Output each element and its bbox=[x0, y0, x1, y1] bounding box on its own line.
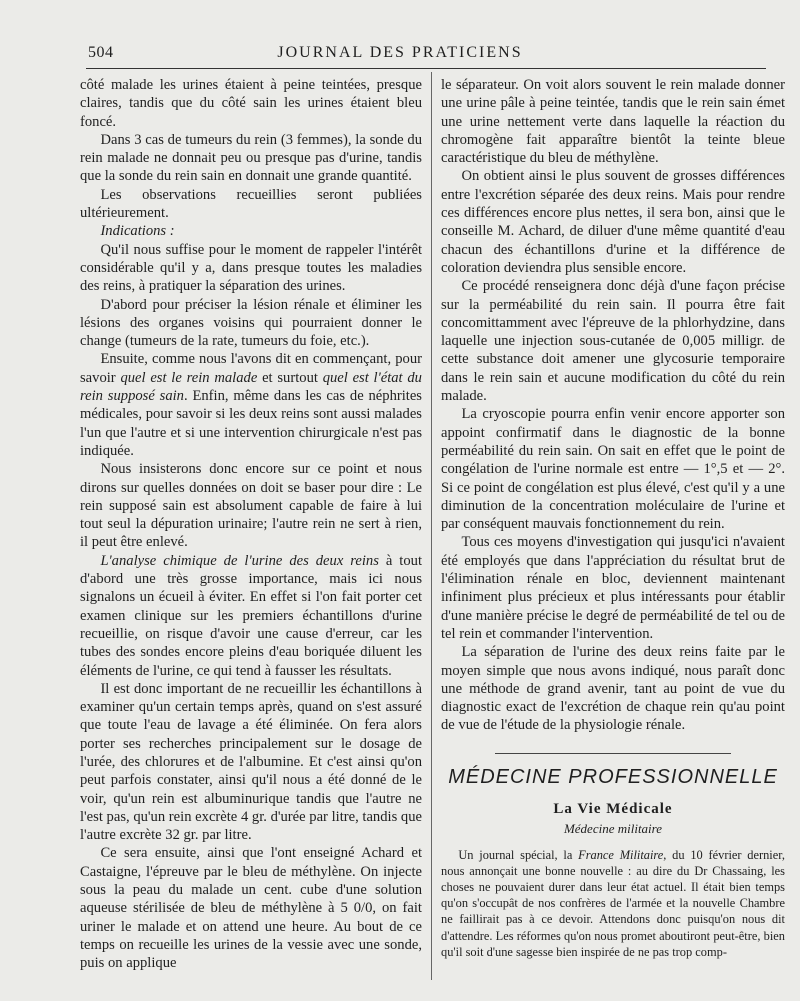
paragraph: le séparateur. On voit alors souvent le rein malade donner une urine pâle à peine teintée, tandis que le rein sain émet une urine nettement verte dans laquelle la réaction du chromogène fait apparaître bientôt la teinte bleue caractéristique du bleu de méthylène. bbox=[441, 77, 785, 167]
section-subsubtitle: Médecine militaire bbox=[563, 821, 663, 837]
paragraph: La cryoscopie pourra enfin venir encore apporter son appoint confirmatif dans le diagnostic de la bonne perméabilité du rein sain. On sait en effet que le point de congélation de l'urine normale est entre — 1°,5 et — 2°. Si ce point de congélation est plus élevé, c'est qu'il y a une diminution de la concentration moléculaire de l'urine et par conséquent mauvais fonctionnement du rein. bbox=[441, 406, 785, 533]
text-run: Ensuite, comme nous l'avons dit en commençant, pour savoir bbox=[80, 351, 422, 386]
running-head: JOURNAL DES PRATICIENS bbox=[277, 44, 523, 61]
text-run: et surtout bbox=[257, 369, 323, 386]
italic-run: France Militaire bbox=[578, 847, 664, 862]
section-subtitle: La Vie Médicale bbox=[553, 800, 673, 817]
page-number: 504 bbox=[88, 44, 114, 61]
paragraph: Ce procédé renseignera donc déjà d'une façon précise sur la perméabilité du rein sain. Il pourra être fait concomittamment avec l'épreuve de la phlorhydzine, dans laquelle une injection sous-cutanée de 0,005 milligr. de cette substance doit amener une glycosurie temporaire dans le rein sain et aucune modification du côté du rein malade. bbox=[441, 278, 785, 405]
section-rule bbox=[495, 753, 731, 754]
paragraph: Ce sera ensuite, ainsi que l'ont enseigné Achard et Castaigne, l'épreuve par le bleu de méthylène. On injecte sous la peau du malade un cent. cube d'une solution aqueuse stérilisée de bleu de méthylène à 5 0/0, on fait uriner le malade et on attend une heure. Au bout de ce temps on recueille les urines de la vessie avec une sonde, puis on applique bbox=[80, 845, 422, 972]
paragraph: La séparation de l'urine des deux reins faite par le moyen simple que nous avons indiqué, nous paraît donc une méthode de grand avenir, tant au point de vue du diagnostic exact de l'excrétion de chaque rein qu'au point de vue de l'étude de la physiologie rénale. bbox=[441, 644, 785, 734]
paragraph: Qu'il nous suffise pour le moment de rappeler l'intérêt considérable qu'il y a, dans presque toutes les maladies des reins, à pratiquer la séparation des urines. bbox=[80, 241, 422, 295]
text-run: . Enfin, même dans les cas de néphrites médicales, pour savoir si les deux reins sont aussi malades l'un que l'autre et si une intervention chirurgicale n'est pas indiquée. bbox=[80, 388, 422, 459]
paragraph: D'abord pour préciser la lésion rénale et éliminer les lésions des organes voisins qui pourraient donner le change (tumeurs de la rate, tumeurs du foie, etc.). bbox=[80, 296, 422, 350]
italic-run: quel est le rein malade bbox=[120, 369, 258, 386]
paragraph bbox=[80, 350, 422, 460]
text-run: à tout d'abord une très grosse importance, mais ici nous signalons un écueil à éviter. En effet si l'on fait porter cet examen clinique sur les premiers échantillons d'urine recueillie, on risque d'avoir une cause d'erreur, car les tubes des sondes encore pleins d'eau boriquée diluent les éléments de l'urine, ce qui tend à fausser les résultats. bbox=[80, 552, 423, 679]
paragraph bbox=[80, 552, 422, 680]
paragraph: Tous ces moyens d'investigation qui jusqu'ici n'avaient été employés que dans l'appréciation du résultat brut de l'élimination rénale en bloc, deviennent maintenant infiniment plus précieux et plus intéressants pour établir d'une manière précise le degré de perméabilité de tel ou de tel rein et commander l'intervention. bbox=[441, 534, 785, 642]
indications-heading: Indications : bbox=[100, 223, 175, 240]
italic-run: quel est l'état du rein supposé sain bbox=[80, 369, 422, 405]
text-run: , du 10 février dernier, nous annonçait une bonne nouvelle : au dire du Dr Chassaing, les choses ne pouvaient durer dans leur état actuel. Il était bien temps qu'on s'occupât de nos confrères de l'armée et la nouvelle Chambre ne faillirait pas à ce devoir. Attendons donc puisqu'on nous dit d'attendre. Les réformes qu'on nous promet aboutiront peut-être, bien qu'il soit d'une sagesse bien inspirée de ne pas trop comp- bbox=[441, 847, 785, 959]
section-title: MÉDECINE PROFESSIONNELLE bbox=[448, 765, 778, 788]
right-column bbox=[441, 76, 785, 960]
header-rule bbox=[86, 68, 766, 69]
paragraph: Les observations recueillies seront publiées ultérieurement. bbox=[80, 186, 422, 222]
paragraph: Dans 3 cas de tumeurs du rein (3 femmes), la sonde du rein malade ne donnait peu ou presque pas d'urine, tandis que la sonde du rein sain en donnait une grande quantité. bbox=[80, 131, 422, 185]
text-run: Un journal spécial, la bbox=[458, 847, 579, 862]
paragraph: Nous insisterons donc encore sur ce point et nous dirons sur quelles données on doit se baser pour dire : Le rein supposé sain est absolument capable de faire à lui tout seul la dépuration urinaire; l'autre rein ne sert à rien, il peut être enlevé. bbox=[80, 461, 422, 551]
left-column bbox=[80, 76, 422, 973]
paragraph bbox=[441, 847, 785, 960]
paragraph: Il est donc important de ne recueillir les échantillons à examiner qu'un certain temps après, quand on s'est assuré que toute l'eau de lavage a été éliminée. On fera alors porter ses recherches principalement sur le dosage de l'urée, des chlorures et de l'albumine. Et c'est ainsi qu'on peut parfois constater, ainsi qu'il nous a été donné de le voir, qu'un rein est albuminurique tandis que l'autre ne l'est pas, qu'un rein excrète 4 gr. d'urée par litre, tandis que l'autre excrète 32 gr. par litre. bbox=[80, 680, 422, 844]
italic-run: L'analyse chimique de l'urine des deux reins bbox=[100, 552, 379, 569]
column-divider bbox=[431, 72, 432, 980]
paragraph: On obtient ainsi le plus souvent de grosses différences entre l'excrétion séparée des deux reins. Mais pour rendre ces différences encore plus nettes, il sera bon, ainsi que le conseille M. Achard, de diluer d'une même quantité d'eau chacun des échantillons d'urine et la différence de coloration deviendra plus sensible encore. bbox=[441, 168, 785, 276]
paragraph: côté malade les urines étaient à peine teintées, presque claires, tandis que du côté sain les urines étaient bleu foncé. bbox=[80, 77, 422, 130]
